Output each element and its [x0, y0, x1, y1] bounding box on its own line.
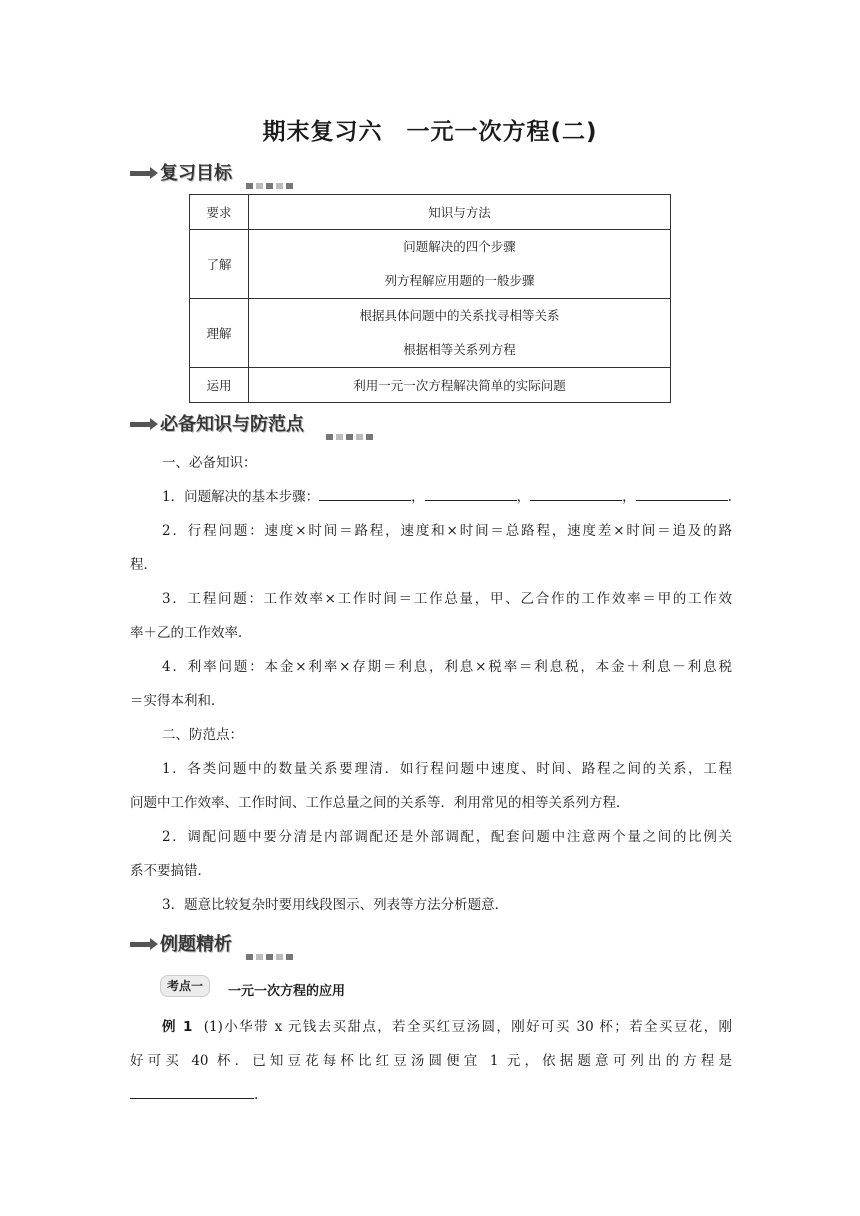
- paragraph-interest: 4．利率问题：本金×利率×存期＝利息，利息×税率＝利息税，本金＋利息－利息税: [162, 659, 732, 675]
- subheading: 一、必备知识：: [162, 455, 257, 471]
- separator: ，: [411, 489, 425, 505]
- paragraph-work-cont: 率＋乙的工作效率．: [130, 625, 252, 641]
- section-title: 例题精析: [160, 934, 232, 955]
- answer-blank[interactable]: [425, 483, 517, 501]
- section-header-knowledge: [130, 410, 380, 436]
- answer-blank[interactable]: [530, 483, 622, 501]
- decorative-dots-icon: [326, 425, 376, 433]
- separator: ，: [516, 489, 531, 505]
- table-header-row: [190, 195, 671, 230]
- paragraph-caution-2-cont: 系不要搞错．: [130, 863, 211, 879]
- separator: ，: [622, 489, 636, 505]
- decorative-dots-icon: [246, 945, 296, 953]
- example-label: 例 1: [162, 1019, 193, 1035]
- level-cell: 了解: [190, 230, 249, 299]
- example-line: [130, 1078, 732, 1112]
- example-line: [130, 1010, 732, 1044]
- text: 1．问题解决的基本步骤：: [162, 489, 320, 505]
- table-header-cell: 要求: [190, 195, 249, 230]
- knowledge-content: [130, 446, 732, 922]
- paragraph-caution-1: 1．各类问题中的数量关系要理清．如行程问题中速度、时间、路程之间的关系，工程: [162, 761, 732, 777]
- method-item: 根据具体问题中的关系找寻相等关系: [359, 308, 560, 323]
- answer-blank[interactable]: [130, 1081, 254, 1099]
- paragraph-caution-1-cont: 问题中工作效率、工作时间、工作总量之间的关系等．利用常见的相等关系列方程．: [130, 795, 630, 811]
- table-row: [190, 230, 671, 299]
- paragraph-work: 3．工程问题：工作效率×工作时间＝工作总量，甲、乙合作的工作效率＝甲的工作效: [162, 591, 732, 607]
- topic-badge: 考点一: [160, 975, 210, 997]
- method-cell: [249, 230, 671, 299]
- table-row: [190, 368, 671, 403]
- section-title: 必备知识与防范点: [160, 414, 304, 435]
- period: .: [727, 489, 732, 505]
- method-cell: [249, 299, 671, 368]
- answer-blank[interactable]: [319, 483, 411, 501]
- level-cell: 运用: [190, 368, 249, 403]
- example-text: (1)小华带 x 元钱去买甜点，若全买红豆汤圆，刚好可买 30 杯；若全买豆花，刚: [203, 1019, 732, 1035]
- example-line: 好可买 40 杯．已知豆花每杯比红豆汤圆便宜 1 元，依据题意可列出的方程是: [130, 1053, 732, 1069]
- topic-title: 一元一次方程的应用: [228, 984, 346, 999]
- example-content: [130, 1010, 732, 1112]
- goals-table: [189, 194, 671, 403]
- period: .: [254, 1087, 259, 1103]
- level-cell: 理解: [190, 299, 249, 368]
- paragraph-caution-3: 3．题意比较复杂时要用线段图示、列表等方法分析题意．: [162, 897, 509, 913]
- table-header-cell: 知识与方法: [249, 195, 671, 230]
- section-title: 复习目标: [160, 163, 232, 184]
- method-item: 根据相等关系列方程: [403, 342, 516, 357]
- paragraph-caution-2: 2．调配问题中要分清是内部调配还是外部调配，配套问题中注意两个量之间的比例关: [162, 829, 732, 845]
- section-header-examples: [130, 930, 300, 956]
- table-row: [190, 299, 671, 368]
- decorative-dots-icon: [246, 174, 296, 182]
- page-title: 期末复习六 一元一次方程(二): [262, 119, 598, 145]
- method-item: 利用一元一次方程解决简单的实际问题: [249, 368, 671, 403]
- section-header-goals: [130, 159, 300, 185]
- arrow-icon: [130, 422, 156, 427]
- subheading: 二、防范点：: [162, 727, 243, 743]
- answer-blank[interactable]: [636, 483, 728, 501]
- arrow-icon: [130, 942, 156, 947]
- paragraph-steps: [130, 480, 732, 514]
- paragraph-travel: 2．行程问题：速度×时间＝路程，速度和×时间＝总路程，速度差×时间＝追及的路: [162, 523, 732, 539]
- paragraph-interest-cont: ＝实得本利和．: [130, 693, 225, 709]
- arrow-icon: [130, 171, 156, 176]
- method-item: 问题解决的四个步骤: [403, 239, 516, 254]
- method-item: 列方程解应用题的一般步骤: [384, 273, 535, 288]
- paragraph-travel-cont: 程．: [130, 557, 157, 573]
